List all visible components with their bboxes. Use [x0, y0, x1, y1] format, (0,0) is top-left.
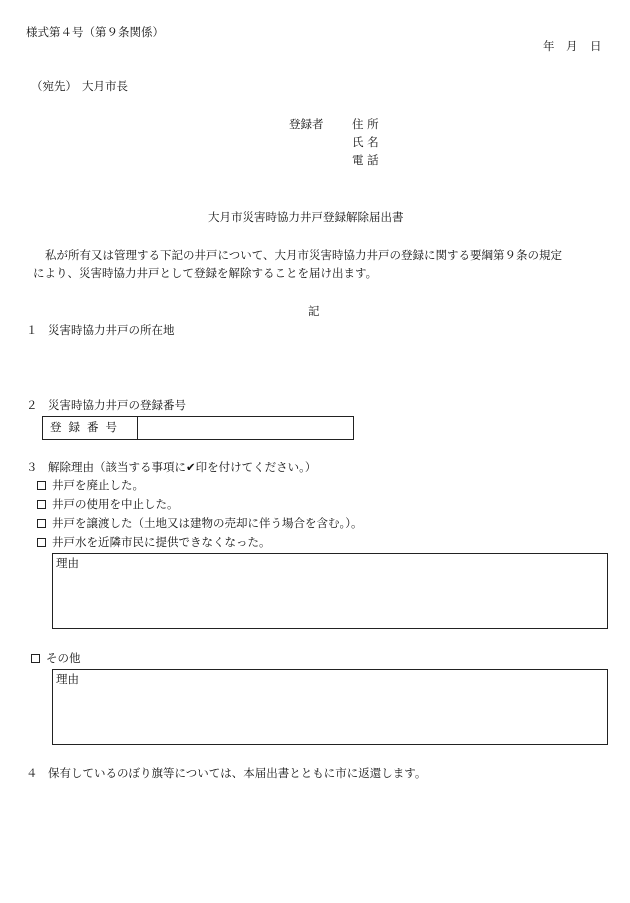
option-cannot-provide[interactable] [37, 537, 271, 549]
section2-label: 災害時協力井戸の登録番号 [48, 398, 186, 412]
addressee-prefix: （宛先） [31, 79, 77, 93]
other-reason-label: 理由 [56, 672, 79, 686]
date-day: 日 [590, 39, 602, 53]
checkbox[interactable] [31, 654, 40, 663]
date-year: 年 [543, 39, 555, 53]
checkbox[interactable] [37, 481, 46, 490]
addressee-name: 大月市長 [82, 79, 128, 93]
section1-label: 災害時協力井戸の所在地 [48, 323, 175, 337]
registrant-phone: 電 話 [352, 153, 379, 167]
section1-num: １ [26, 323, 38, 337]
table-divider [137, 417, 138, 439]
registrant-name: 氏 名 [352, 135, 379, 149]
reason-label: 理由 [56, 556, 79, 570]
registrant-label: 登録者 [289, 117, 324, 131]
option-label: 井戸を譲渡した（土地又は建物の売却に伴う場合を含む。）。 [52, 516, 363, 530]
option-transferred[interactable] [37, 518, 363, 530]
checkbox[interactable] [37, 519, 46, 528]
option-other[interactable] [31, 653, 81, 665]
section3-label: 解除理由（該当する事項に✔印を付けてください。） [48, 460, 317, 474]
section2-num: ２ [26, 398, 38, 412]
registration-number-table [42, 416, 354, 440]
reason-box[interactable] [52, 553, 608, 629]
document-title: 大月市災害時協力井戸登録解除届出書 [208, 210, 404, 224]
option-label: 井戸の使用を中止した。 [52, 497, 179, 511]
option-label: その他 [46, 651, 81, 665]
checkbox[interactable] [37, 500, 46, 509]
form-number: 様式第４号（第９条関係） [26, 25, 164, 39]
registrant-address: 住 所 [352, 117, 379, 131]
other-reason-box[interactable] [52, 669, 608, 745]
option-label: 井戸水を近隣市民に提供できなくなった。 [52, 535, 271, 549]
checkbox[interactable] [37, 538, 46, 547]
registration-number-label: 登録番号 [50, 420, 124, 434]
section3-num: ３ [26, 460, 38, 474]
option-label: 井戸を廃止した。 [52, 478, 144, 492]
option-suspended[interactable] [37, 499, 179, 511]
ki-heading: 記 [308, 304, 320, 318]
option-abolished[interactable] [37, 480, 144, 492]
section4-num: ４ [26, 766, 38, 780]
body-line-1: 私が所有又は管理する下記の井戸について、大月市災害時協力井戸の登録に関する要綱第９条の規定 [45, 248, 563, 262]
date-month: 月 [566, 39, 578, 53]
body-line-2: により、災害時協力井戸として登録を解除することを届け出ます。 [33, 266, 378, 280]
section4-label: 保有しているのぼり旗等については、本届出書とともに市に返還します。 [48, 766, 427, 780]
